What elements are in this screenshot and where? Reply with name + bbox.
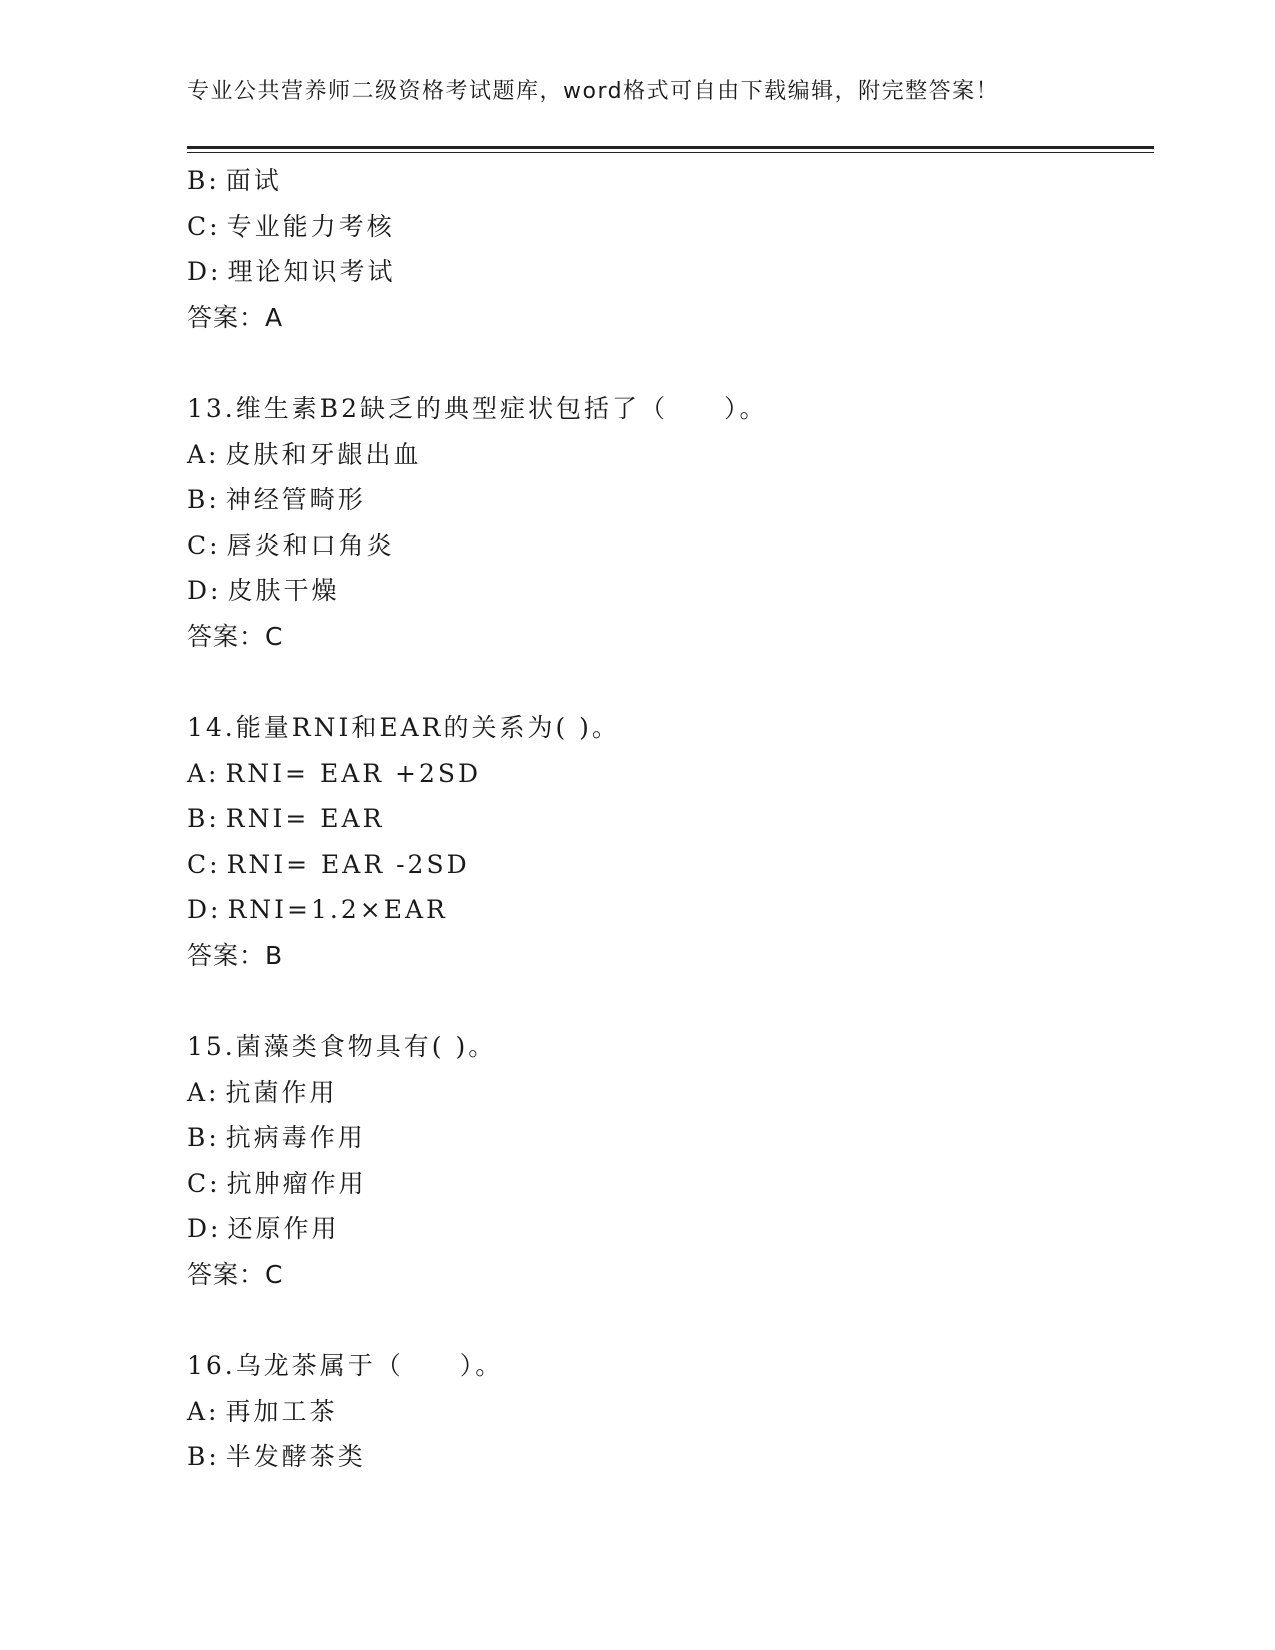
option-c: C: 专业能力考核 — [187, 211, 395, 241]
question-block-13 — [187, 386, 1154, 659]
question-block-15 — [187, 1024, 1154, 1297]
option-d: D: 理论知识考试 — [187, 257, 396, 286]
option-d: D: RNI=1.2×EAR — [187, 895, 448, 924]
question-stem: 15.菌藻类食物具有( )。 — [187, 1032, 497, 1061]
option-b: B: 面试 — [187, 166, 282, 195]
answer: 答案：C — [187, 1259, 284, 1289]
question-stem: 14.能量RNI和EAR的关系为( )。 — [187, 713, 620, 742]
answer: 答案：B — [187, 940, 284, 970]
option-a: A: 抗菌作用 — [187, 1077, 338, 1107]
header-rule-thick — [187, 146, 1154, 149]
option-b: B: 抗病毒作用 — [187, 1123, 366, 1152]
header-rule-thin — [187, 152, 1154, 153]
question-stem: 16.乌龙茶属于（ ）。 — [187, 1351, 504, 1380]
option-c: C: RNI= EAR -2SD — [187, 849, 470, 879]
option-a: A: 皮肤和牙龈出血 — [187, 439, 422, 469]
option-b: B: 半发酵茶类 — [187, 1442, 366, 1471]
option-a: A: RNI= EAR +2SD — [187, 758, 482, 788]
answer: 答案：A — [187, 302, 284, 332]
option-b: B: RNI= EAR — [187, 804, 385, 833]
answer: 答案：C — [187, 621, 284, 651]
question-block-16 — [187, 1343, 1154, 1480]
option-c: C: 唇炎和口角炎 — [187, 530, 395, 560]
option-d: D: 还原作用 — [187, 1214, 340, 1243]
option-a: A: 再加工茶 — [187, 1396, 338, 1426]
page-header: 专业公共营养师二级资格考试题库，word格式可自由下载编辑，附完整答案！ — [187, 79, 1000, 104]
question-block-12 — [187, 158, 1154, 340]
question-stem: 13.维生素B2缺乏的典型症状包括了（ ）。 — [187, 394, 768, 423]
option-c: C: 抗肿瘤作用 — [187, 1168, 367, 1198]
option-d: D: 皮肤干燥 — [187, 576, 340, 605]
question-block-14 — [187, 705, 1154, 978]
question-list — [187, 158, 1154, 1480]
option-b: B: 神经管畸形 — [187, 485, 366, 514]
